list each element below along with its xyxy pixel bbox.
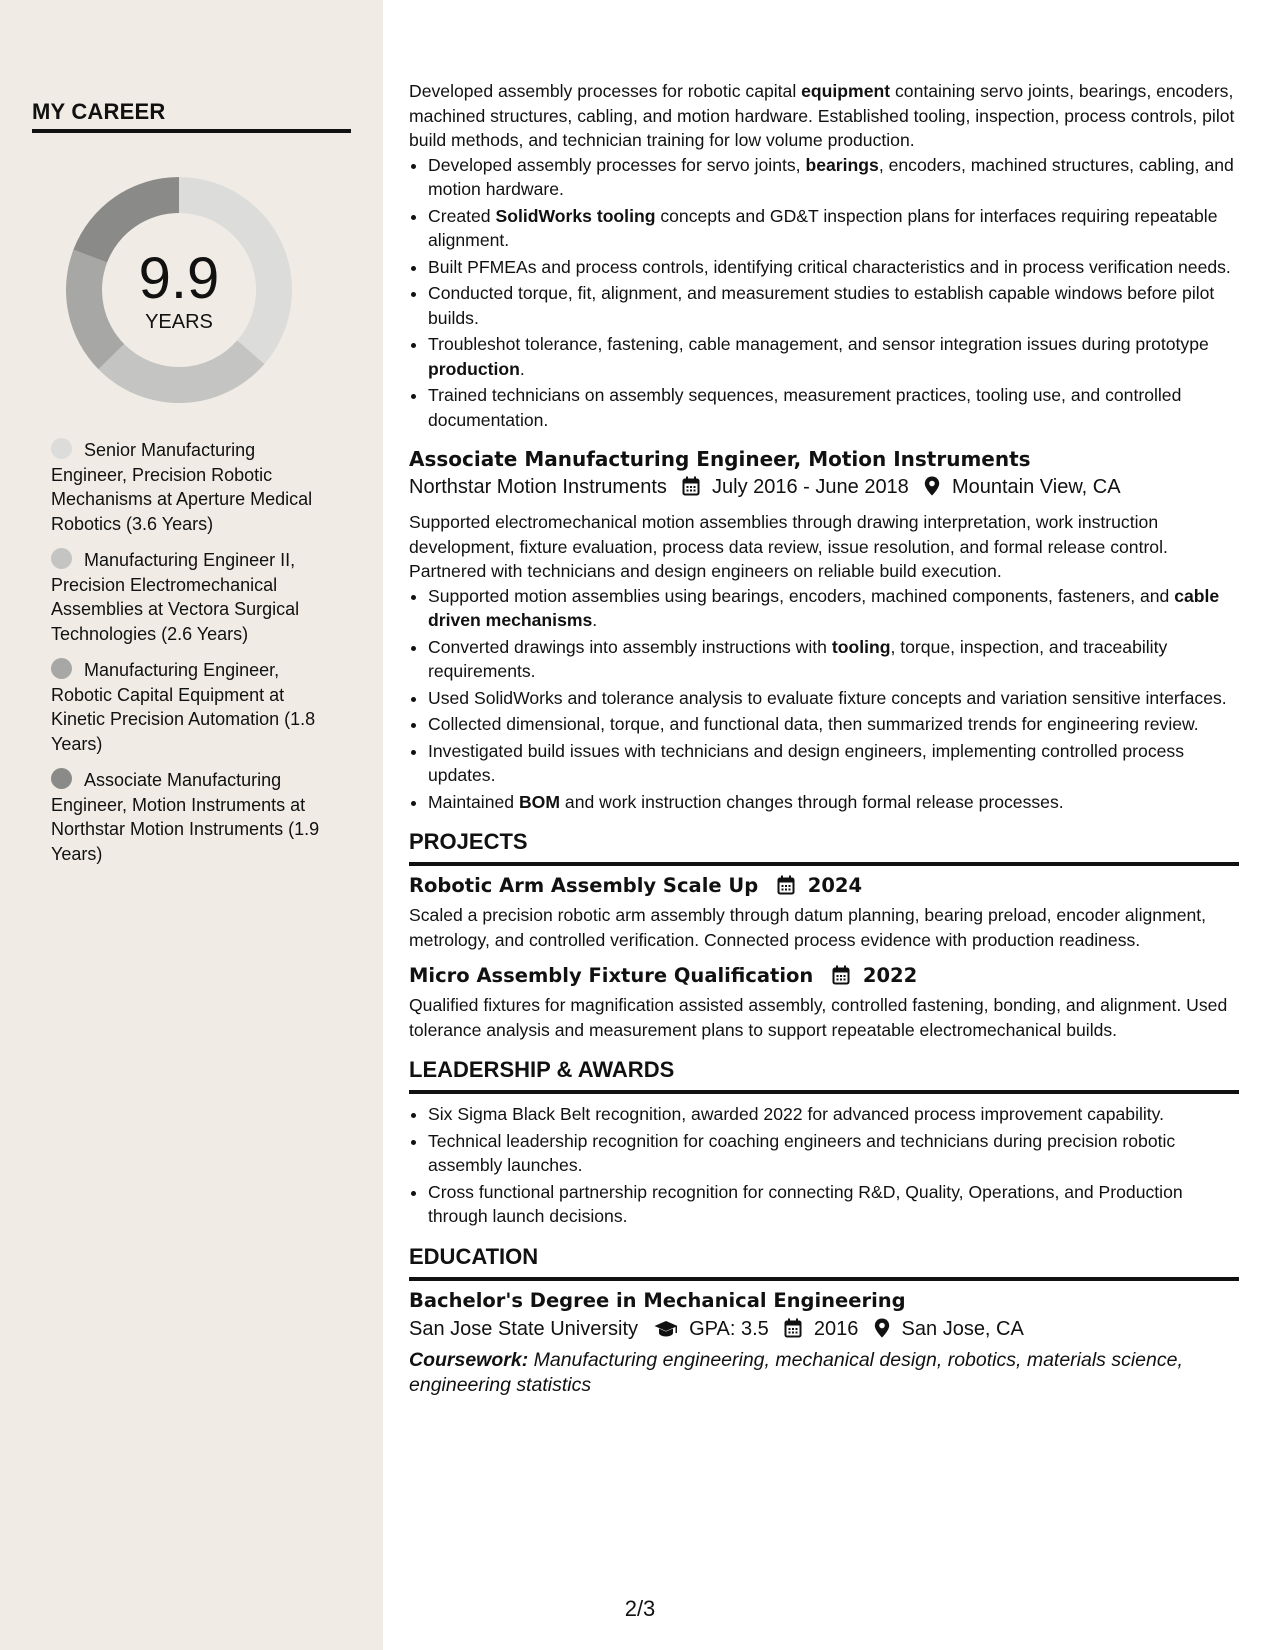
legend-label: Manufacturing Engineer, Robotic Capital Equipment at Kinetic Precision Automation (1.8 Years) (51, 660, 316, 754)
job-bullets (428, 584, 1239, 815)
list-item: • Supported motion assemblies using bearings, encoders, machined components, fasteners, and cable driven mechanisms. (428, 584, 1239, 633)
calendar-icon (832, 965, 850, 993)
job-dates: July 2016 - June 2018 (712, 476, 909, 498)
list-item: • Converted drawings into assembly instructions with tooling, torque, inspection, and traceability requirements. (428, 635, 1239, 684)
list-item: • Cross functional partnership recognition for connecting R&D, Quality, Operations, and Production through launch decisions. (428, 1180, 1239, 1229)
project-description: Scaled a precision robotic arm assembly through datum planning, bearing preload, encoder alignment, metrology, and controlled verification. Connected process evidence with production readiness. (409, 905, 1207, 950)
job-title: Associate Manufacturing Engineer, Motion Instruments (409, 447, 1031, 471)
career-heading-rule (32, 129, 351, 133)
calendar-icon (784, 1318, 802, 1346)
coursework: Coursework: Manufacturing engineering, mechanical design, robotics, materials science, engineering statistics (409, 1348, 1183, 1396)
project-title: Micro Assembly Fixture Qualification 2022 (409, 962, 1239, 993)
legend-dot (51, 768, 72, 789)
awards-heading: LEADERSHIP & AWARDS (409, 1056, 1239, 1094)
company-name: Northstar Motion Instruments (409, 476, 667, 498)
school-location: San Jose, CA (901, 1317, 1024, 1340)
degree-title: Bachelor's Degree in Mechanical Engineering (409, 1288, 906, 1312)
job-summary: Supported electromechanical motion assemblies through drawing interpretation, work instruction development, fixture evaluation, process data review, issue resolution, and formal release control. Partnered with technicians and design engineers on reliable build execution. (409, 512, 1168, 581)
map-pin-icon (924, 476, 940, 504)
project-description: Qualified fixtures for magnification assisted assembly, controlled fastening, bonding, and alignment. Used tolerance analysis and measurement plans to support repeatable electromechanical builds. (409, 995, 1228, 1040)
legend-item (51, 548, 331, 646)
list-item: • Created SolidWorks tooling concepts and GD&T inspection plans for interfaces requiring repeatable alignment. (428, 204, 1239, 253)
legend-item (51, 438, 331, 536)
awards-list (428, 1102, 1239, 1229)
career-heading: MY CAREER (32, 99, 166, 124)
legend-label: Associate Manufacturing Engineer, Motion Instruments at Northstar Motion Instruments (1.9 Years) (51, 770, 320, 864)
legend-label: Senior Manufacturing Engineer, Precision Robotic Mechanisms at Aperture Medical Robotics (3.6 Years) (51, 440, 313, 534)
page-number: 2/3 (624, 1596, 656, 1621)
job-location: Mountain View, CA (951, 476, 1121, 498)
graduation-cap-icon (654, 1318, 678, 1346)
list-item: • Built PFMEAs and process controls, identifying critical characteristics and in process verification needs. (428, 255, 1239, 280)
job-summary: Developed assembly processes for robotic capital equipment containing servo joints, bearings, encoders, machined structures, cabling, and motion hardware. Established tooling, inspection, process controls, pilot build methods, and technician training for low volume production. (409, 81, 1235, 150)
graduation-year: 2016 (813, 1317, 859, 1340)
legend-item (51, 768, 331, 866)
list-item: • Used SolidWorks and tolerance analysis to evaluate fixture concepts and variation sensitive interfaces. (428, 686, 1239, 711)
legend-item (51, 658, 331, 756)
legend-dot (51, 658, 72, 679)
main-content (409, 79, 1239, 1398)
legend-dot (51, 438, 72, 459)
gpa: GPA: 3.5 (689, 1317, 769, 1340)
job-meta (409, 473, 1239, 504)
list-item: • Trained technicians on assembly sequences, measurement practices, tooling use, and controlled documentation. (428, 383, 1239, 432)
list-item: • Collected dimensional, torque, and functional data, then summarized trends for engineering review. (428, 712, 1239, 737)
school-name: San Jose State University (409, 1317, 638, 1340)
legend-dot (51, 548, 72, 569)
total-years-value: 9.9 (138, 246, 220, 311)
calendar-icon (682, 476, 700, 504)
education-heading: EDUCATION (409, 1243, 1239, 1281)
map-pin-icon (874, 1318, 890, 1346)
list-item: • Maintained BOM and work instruction changes through formal release processes. (428, 790, 1239, 815)
projects-heading: PROJECTS (409, 828, 1239, 866)
job-bullets (428, 153, 1239, 433)
list-item: • Technical leadership recognition for coaching engineers and technicians during precision robotic assembly launches. (428, 1129, 1239, 1178)
education-meta (409, 1315, 1239, 1346)
list-item: • Conducted torque, fit, alignment, and measurement studies to establish capable windows before pilot builds. (428, 281, 1239, 330)
list-item: • Troubleshot tolerance, fastening, cable management, and sensor integration issues during prototype production. (428, 332, 1239, 381)
sidebar (0, 0, 383, 1650)
career-legend (51, 438, 331, 878)
project-year: 2024 (807, 874, 863, 897)
project-year: 2022 (862, 964, 918, 987)
legend-label: Manufacturing Engineer II, Precision Electromechanical Assemblies at Vectora Surgical Technologies (2.6 Years) (51, 550, 300, 644)
list-item: • Developed assembly processes for servo joints, bearings, encoders, machined structures, cabling, and motion hardware. (428, 153, 1239, 202)
project-title: Robotic Arm Assembly Scale Up 2024 (409, 872, 1239, 903)
donut-segment-2 (98, 340, 264, 403)
list-item: • Investigated build issues with technicians and design engineers, implementing controlled process updates. (428, 739, 1239, 788)
calendar-icon (777, 875, 795, 903)
list-item: • Six Sigma Black Belt recognition, awarded 2022 for advanced process improvement capability. (428, 1102, 1239, 1127)
total-years-unit: YEARS (145, 311, 213, 333)
